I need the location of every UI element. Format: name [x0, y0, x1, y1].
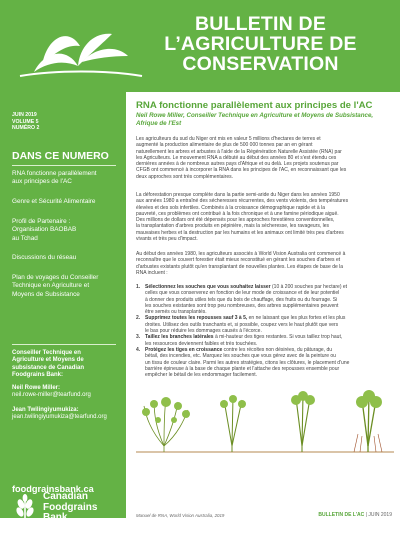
divider [12, 344, 116, 345]
divider [12, 165, 116, 166]
footer-date: JUIN 2019 [368, 512, 392, 518]
footer-label: BULLETIN DE L'AC [318, 512, 365, 518]
illustration-caption: Manuel de RNA, World Vision Australia, 2019 [136, 513, 225, 518]
header-banner [0, 0, 400, 92]
contact-email[interactable]: jean.twilingiyumukiza@tearfund.org [12, 414, 107, 421]
contact-person [12, 407, 107, 422]
contact-name: Neil Rowe Miller: [12, 385, 61, 391]
seedling-logo-icon [16, 12, 146, 82]
title-line: CONSERVATION [182, 53, 339, 75]
main-content [126, 92, 400, 518]
toc-item[interactable]: Genre et Sécurité Alimentaire [12, 198, 96, 205]
bulletin-title [128, 14, 393, 74]
list-item: 4. Protégez les tiges en croissance contre les récoltes non désirées, du pâturage, du bétail, des incendies, etc. Marquez les souches que vous gérez avec de la peinture ou un tissu de couleur claire. Parmi les autres stratégies, citons les clôtures, le placement d'une barrière épineuse à la base de chaque plante et l'attache des repousses ensemble pour empêcher le bétail de les endommager facilement. [136, 346, 350, 379]
stump-stage-1-leaves [142, 397, 190, 423]
article-paragraph: La déforestation presque complète dans la partie semi-aride du Niger dans les années 1950 aux années 1980 a entraîné des sécheresses récurrentes, des vents violents, des températures élevées et des sols infertiles. Combinés à la croissance démographique rapide et à la pauvreté, ces problèmes ont contribué à la fois chronique et à une famine périodique aiguë. Des millions de dollars ont été dépensés pour les approches forestières conventionnelles, la transplantation d'arbres produits en pépinière, mais la sécheresse, les ravageurs, les mauvaises herbes et la destruction par les humains et les animaux ont limité très peu d'arbres vivants et très peu d'impact. [136, 192, 349, 243]
article-paragraph: Au début des années 1980, les agriculteurs associés à World Vision Australia ont commencé à reconnaître que le couvert forestier était mieux reconstitué en gérant les souches d'arbres et d'arbustes existants plutôt qu'en transplantant de nouvelles plantes. Les étapes de base de la RNA incluent : [136, 251, 346, 276]
contact-person [12, 385, 91, 400]
issue-info [12, 112, 39, 132]
page-footer: BULLETIN DE L'AC | JUIN 2019 [318, 512, 392, 518]
title-line: BULLETIN DE [194, 13, 327, 35]
website-link[interactable]: foodgrainsbank.ca [12, 484, 94, 494]
contact-name: Jean Twilingiyumukiza: [12, 407, 79, 413]
list-item: 3. Taillez les branches latérales à mi-hauteur des tiges restantes. Si vous taillez trop haut, les ressources deviennent faibles et très touchées. [136, 334, 343, 347]
list-item: 2. Supprimez toutes les repousses sauf 3 à 5, en ne laissant que les plus fortes et les plus droites. Utilisez des outils tranchants et, si possible, coupez vers le haut plutôt que vers le bas pour réduire les dommages causés à l'écorce. [136, 315, 346, 335]
wheat-logo-icon [12, 494, 38, 528]
title-line: L’AGRICULTURE DE [164, 33, 357, 55]
toc-item[interactable]: Profil de Partenaire : Organisation BAOBAB au Tchad [12, 218, 77, 242]
contact-heading: Conseiller Technique en Agriculture et Moyens de subsistance de Canadian Foodgrains Bank: [12, 350, 85, 379]
toc-item[interactable]: Discussions du réseau [12, 254, 77, 261]
article-byline: Neil Rowe Miller, Conseiller Technique en Agriculture et Moyens de Subsistance, Afrique de l'Est [136, 112, 374, 127]
issue-volume: VOLUME 5 [12, 118, 39, 125]
issue-date: JUIN 2019 [12, 112, 37, 118]
steps-list [136, 284, 398, 378]
org-tagline: A Christian Response to Hunger [43, 526, 84, 536]
fmnr-stump-illustration [136, 390, 394, 462]
toc-item[interactable]: Plan de voyages du Conseiller Technique en Agriculture et Moyens de Subsistance [12, 274, 99, 298]
issue-number: NUMÉRO 2 [12, 125, 40, 132]
toc-item[interactable]: RNA fonctionne parallèlement aux principes de l'AC [12, 170, 97, 186]
sidebar [0, 92, 126, 536]
contact-email[interactable]: neil.rowe-miller@tearfund.org [12, 392, 91, 399]
org-name: Canadian Foodgrains Bank [43, 491, 98, 523]
article-paragraph: Les agriculteurs du sud du Niger ont mis en valeur 5 millions d'hectares de terres et augmenté la production alimentaire de plus de 500 000 tonnes par an en gérant naturellement les arbres et arbustes à l'aide de la Régénération Naturelle Assistée (RNA) par les Agriculteurs. Le mouvement RNA a débuté au début des années 80 et s'est étendu ces dernières années à de nombreux autres pays d'Afrique et ou delà. Les projets soutenus par CFGB ont commencé à incorporer la RNA dans les principes de l'AC, en reconnaissant que les deux approches sont très complémentaires. [136, 136, 347, 180]
article-title: RNA fonctionne parallèlement aux principes de l'AC [136, 100, 373, 111]
toc-heading: DANS CE NUMERO [12, 150, 109, 162]
list-item: 1. Sélectionnez les souches que vous souhaitez laisser (10 à 200 souches par hectare) et celles que vous conserverez en fonction de leur mode de croissance et de leur potentiel à donner des produits utiles tels que du bois de chauffage, des fruits ou du fourrage. Si les souches existantes sont trop peu nombreuses, des arbres supplémentaires peuvent être semés ou transplantés. [136, 284, 348, 316]
cfgb-logo [12, 490, 122, 540]
